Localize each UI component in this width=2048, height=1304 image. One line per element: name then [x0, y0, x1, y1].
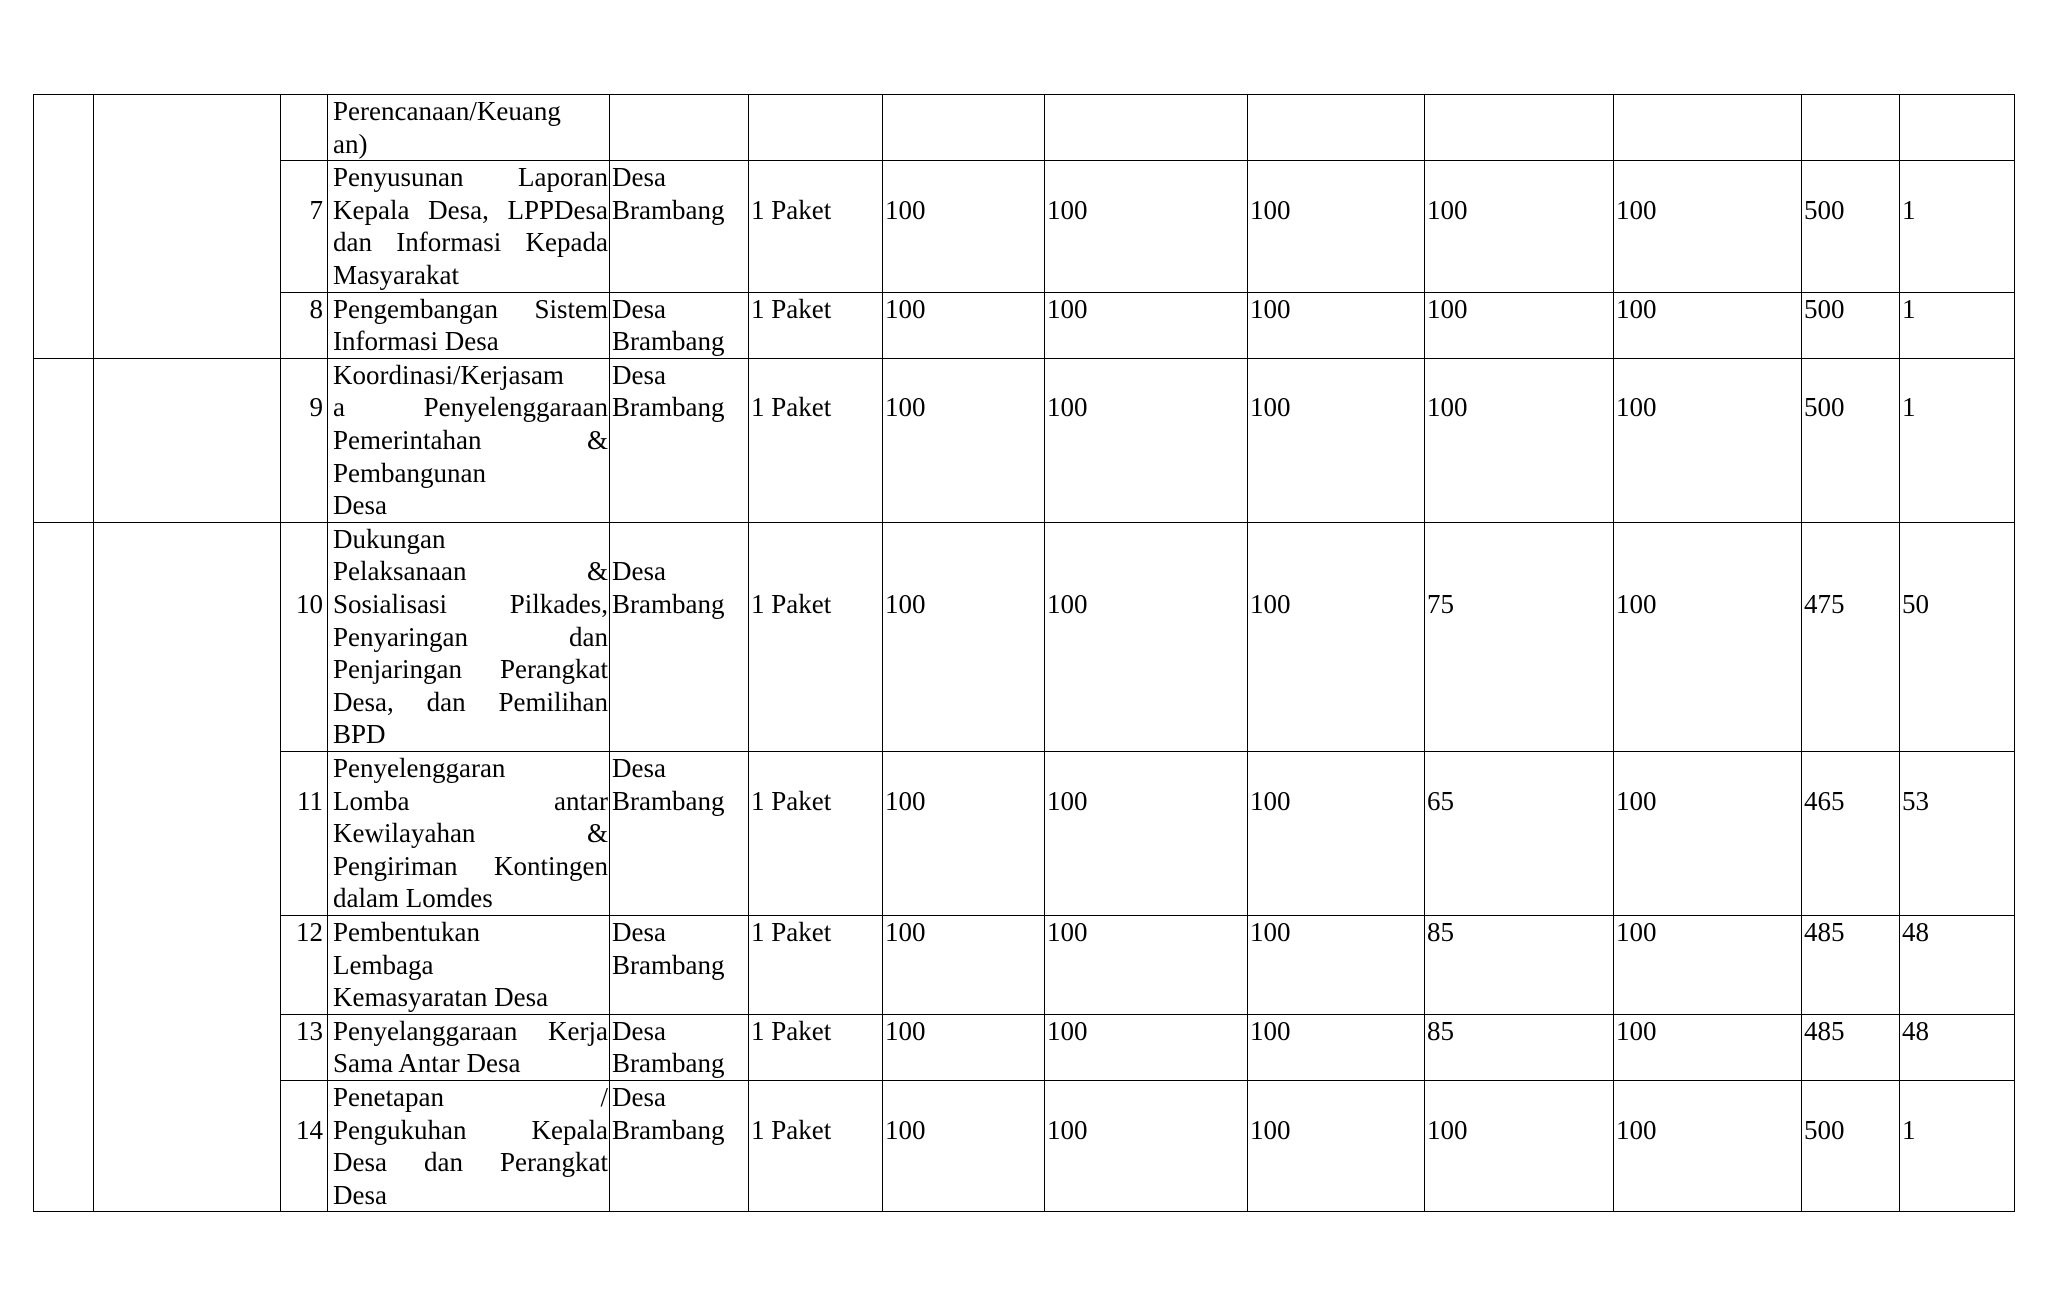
- value-cell: [1248, 358, 1425, 522]
- volume-value: 1 Paket: [751, 1015, 832, 1046]
- location-cell: [610, 1014, 749, 1080]
- value-5: 100: [1616, 588, 1657, 619]
- activity-line: a Penyelenggaraan: [333, 392, 608, 423]
- value-5: 100: [1616, 194, 1657, 225]
- location-line: Desa: [612, 752, 666, 783]
- value-cell: [1614, 161, 1802, 292]
- value-cell: [883, 522, 1045, 751]
- location-line: Desa: [612, 359, 666, 390]
- value-cell: [1045, 915, 1248, 1014]
- location-line: Desa: [612, 556, 666, 587]
- value-cell: [1425, 292, 1614, 358]
- row-number-cell: [281, 95, 328, 161]
- activity-line: Pelaksanaan &: [333, 556, 608, 587]
- row-number: 12: [296, 916, 323, 947]
- activity-line: dalam Lomdes: [333, 883, 493, 914]
- value-4: 100: [1427, 392, 1468, 423]
- location-line: Brambang: [612, 326, 725, 357]
- value-cell: [1425, 161, 1614, 292]
- volume-value: 1 Paket: [751, 785, 832, 816]
- value-cell: [1248, 751, 1425, 915]
- activity-line: Pengukuhan Kepala: [333, 1114, 608, 1145]
- table-row: [34, 1080, 2015, 1211]
- value-cell: [1802, 161, 1900, 292]
- table-row: [34, 161, 2015, 292]
- location-cell: [610, 161, 749, 292]
- value-1: 100: [885, 1015, 926, 1046]
- value-3: 100: [1250, 785, 1291, 816]
- value-cell: [1425, 358, 1614, 522]
- location-line: Desa: [612, 162, 666, 193]
- table-row: [34, 292, 2015, 358]
- row-number: 9: [309, 392, 323, 423]
- value-2: 100: [1047, 588, 1088, 619]
- table-body: [34, 95, 2015, 1212]
- location-line: Desa: [612, 916, 666, 947]
- value-6: 485: [1804, 916, 1845, 947]
- volume-value: 1 Paket: [751, 293, 832, 324]
- activity-line: Pengiriman Kontingen: [333, 850, 608, 881]
- row-number: 8: [309, 293, 323, 324]
- table-row: [34, 522, 2015, 751]
- table-row: [34, 915, 2015, 1014]
- activity-line: Desa: [333, 1179, 387, 1210]
- activity-line: Informasi Desa: [333, 326, 499, 357]
- value-cell: [1614, 751, 1802, 915]
- location-line: Brambang: [612, 588, 725, 619]
- location-text: [612, 161, 748, 226]
- value-6: 475: [1804, 588, 1845, 619]
- activity-line: Pembangunan: [333, 457, 486, 488]
- activity-line: Penyusunan Laporan: [333, 162, 608, 193]
- value-cell: [883, 95, 1045, 161]
- activity-line: Dukungan: [333, 523, 446, 554]
- location-cell: [610, 1080, 749, 1211]
- location-line: Brambang: [612, 785, 725, 816]
- activity-line: Kewilayahan &: [333, 818, 608, 849]
- group-cell-b: [94, 358, 281, 522]
- row-number-cell: [281, 1014, 328, 1080]
- location-line: Desa: [612, 1015, 666, 1046]
- value-cell: [1248, 1014, 1425, 1080]
- group-cell-b: [94, 522, 281, 1212]
- location-text: [612, 752, 748, 817]
- location-text: [612, 1081, 748, 1146]
- value-cell: [1425, 522, 1614, 751]
- location-cell: [610, 292, 749, 358]
- activity-line: Kemasyaratan Desa: [333, 982, 549, 1013]
- value-6: 500: [1804, 392, 1845, 423]
- value-cell: [1614, 1080, 1802, 1211]
- value-4: 65: [1427, 785, 1454, 816]
- volume-value: 1 Paket: [751, 392, 832, 423]
- value-2: 100: [1047, 916, 1088, 947]
- value-cell: [1802, 95, 1900, 161]
- value-7: 53: [1902, 785, 1929, 816]
- value-1: 100: [885, 392, 926, 423]
- value-3: 100: [1250, 916, 1291, 947]
- value-4: 100: [1427, 293, 1468, 324]
- location-line: Brambang: [612, 194, 725, 225]
- value-6: 465: [1804, 785, 1845, 816]
- group-cell-a: [34, 95, 94, 359]
- value-7: 1: [1902, 194, 1916, 225]
- location-text: [612, 523, 748, 621]
- value-2: 100: [1047, 1114, 1088, 1145]
- location-line: Desa: [612, 1081, 666, 1112]
- activity-line: Koordinasi/Kerjasam: [333, 359, 564, 390]
- activity-line: Masyarakat: [333, 259, 459, 290]
- volume-cell: [749, 1014, 883, 1080]
- value-7: 1: [1902, 293, 1916, 324]
- value-5: 100: [1616, 916, 1657, 947]
- value-cell: [1802, 751, 1900, 915]
- value-1: 100: [885, 194, 926, 225]
- value-2: 100: [1047, 293, 1088, 324]
- activity-line: Desa: [333, 490, 387, 521]
- activity-cell: [328, 292, 610, 358]
- value-1: 100: [885, 588, 926, 619]
- value-cell: [883, 915, 1045, 1014]
- value-3: 100: [1250, 1015, 1291, 1046]
- volume-cell: [749, 95, 883, 161]
- value-3: 100: [1250, 194, 1291, 225]
- volume-cell: [749, 1080, 883, 1211]
- activity-line: Lembaga: [333, 949, 434, 980]
- row-number-cell: [281, 915, 328, 1014]
- value-2: 100: [1047, 392, 1088, 423]
- value-4: 85: [1427, 916, 1454, 947]
- value-cell: [1802, 292, 1900, 358]
- value-cell: [883, 292, 1045, 358]
- location-line: Brambang: [612, 1114, 725, 1145]
- value-6: 500: [1804, 1114, 1845, 1145]
- location-text: [612, 1015, 748, 1080]
- row-number-cell: [281, 292, 328, 358]
- volume-value: 1 Paket: [751, 1114, 832, 1145]
- value-5: 100: [1616, 392, 1657, 423]
- value-5: 100: [1616, 1114, 1657, 1145]
- value-cell: [1900, 522, 2015, 751]
- volume-cell: [749, 751, 883, 915]
- activity-line: Pemerintahan &: [333, 424, 608, 455]
- volume-value: 1 Paket: [751, 194, 832, 225]
- value-7: 48: [1902, 916, 1929, 947]
- location-text: [612, 359, 748, 424]
- row-number-cell: [281, 358, 328, 522]
- value-4: 75: [1427, 588, 1454, 619]
- activity-line: Desa dan Perangkat: [333, 1147, 608, 1178]
- group-cell-a: [34, 522, 94, 1212]
- activity-cell: [328, 161, 610, 292]
- value-6: 485: [1804, 1015, 1845, 1046]
- value-2: 100: [1047, 1015, 1088, 1046]
- group-cell-b: [94, 95, 281, 359]
- activity-line: Lomba antar: [333, 785, 608, 816]
- value-cell: [1614, 1014, 1802, 1080]
- row-number-cell: [281, 522, 328, 751]
- volume-cell: [749, 292, 883, 358]
- value-cell: [1900, 292, 2015, 358]
- volume-cell: [749, 915, 883, 1014]
- value-cell: [1900, 161, 2015, 292]
- value-cell: [883, 161, 1045, 292]
- value-1: 100: [885, 916, 926, 947]
- value-cell: [1900, 1014, 2015, 1080]
- value-cell: [1045, 292, 1248, 358]
- value-2: 100: [1047, 785, 1088, 816]
- value-7: 1: [1902, 392, 1916, 423]
- value-cell: [1900, 915, 2015, 1014]
- activity-line: Kepala Desa, LPPDesa: [333, 194, 608, 225]
- value-cell: [1248, 1080, 1425, 1211]
- value-cell: [1248, 292, 1425, 358]
- volume-value: 1 Paket: [751, 588, 832, 619]
- value-3: 100: [1250, 588, 1291, 619]
- value-1: 100: [885, 293, 926, 324]
- value-3: 100: [1250, 293, 1291, 324]
- activity-line: Penyelanggaraan Kerja: [333, 1015, 608, 1046]
- location-cell: [610, 358, 749, 522]
- value-cell: [883, 1014, 1045, 1080]
- value-cell: [1045, 751, 1248, 915]
- row-number-cell: [281, 1080, 328, 1211]
- table-row: [34, 1014, 2015, 1080]
- location-cell: [610, 95, 749, 161]
- activity-line: an): [333, 128, 368, 159]
- volume-cell: [749, 161, 883, 292]
- value-cell: [1425, 915, 1614, 1014]
- value-cell: [1614, 915, 1802, 1014]
- row-number: 10: [296, 588, 323, 619]
- value-cell: [1248, 915, 1425, 1014]
- value-cell: [1802, 1014, 1900, 1080]
- value-5: 100: [1616, 1015, 1657, 1046]
- location-line: Brambang: [612, 1048, 725, 1079]
- volume-value: 1 Paket: [751, 916, 832, 947]
- value-cell: [1900, 358, 2015, 522]
- value-cell: [1425, 95, 1614, 161]
- value-cell: [1425, 1080, 1614, 1211]
- activity-line: Sosialisasi Pilkades,: [333, 588, 608, 619]
- value-3: 100: [1250, 392, 1291, 423]
- value-cell: [1045, 1080, 1248, 1211]
- value-7: 50: [1902, 588, 1929, 619]
- activity-line: BPD: [333, 719, 386, 750]
- row-number: 13: [296, 1015, 323, 1046]
- row-number-cell: [281, 751, 328, 915]
- activity-cell: [328, 915, 610, 1014]
- table-row: [34, 358, 2015, 522]
- value-cell: [883, 1080, 1045, 1211]
- value-cell: [1045, 358, 1248, 522]
- activity-line: Perencanaan/Keuang: [333, 96, 561, 126]
- volume-cell: [749, 358, 883, 522]
- value-cell: [1045, 522, 1248, 751]
- activity-line: Penyaringan dan: [333, 621, 608, 652]
- activity-line: Sama Antar Desa: [333, 1048, 521, 1079]
- value-cell: [1045, 161, 1248, 292]
- value-4: 100: [1427, 1114, 1468, 1145]
- activity-cell: [328, 1014, 610, 1080]
- value-4: 85: [1427, 1015, 1454, 1046]
- value-cell: [1802, 915, 1900, 1014]
- value-cell: [1614, 95, 1802, 161]
- row-number: 7: [309, 194, 323, 225]
- value-cell: [1045, 95, 1248, 161]
- activity-line: Penyelenggaran: [333, 752, 506, 783]
- row-number: 11: [297, 785, 323, 816]
- value-cell: [883, 751, 1045, 915]
- activity-cell: [328, 751, 610, 915]
- value-cell: [1802, 1080, 1900, 1211]
- activity-cell: [328, 1080, 610, 1211]
- location-cell: [610, 751, 749, 915]
- data-table: [33, 94, 2015, 1212]
- value-cell: [1248, 522, 1425, 751]
- location-text: [612, 916, 748, 981]
- location-line: Brambang: [612, 392, 725, 423]
- row-number: 14: [296, 1114, 323, 1145]
- value-cell: [1802, 522, 1900, 751]
- value-cell: [1614, 522, 1802, 751]
- table-row: [34, 751, 2015, 915]
- value-cell: [1425, 751, 1614, 915]
- location-line: Desa: [612, 293, 666, 324]
- value-cell: [1900, 751, 2015, 915]
- location-cell: [610, 522, 749, 751]
- volume-cell: [749, 522, 883, 751]
- value-5: 100: [1616, 785, 1657, 816]
- value-5: 100: [1616, 293, 1657, 324]
- value-cell: [1248, 161, 1425, 292]
- row-number-cell: [281, 161, 328, 292]
- value-cell: [1045, 1014, 1248, 1080]
- location-cell: [610, 915, 749, 1014]
- table-row: [34, 95, 2015, 161]
- value-3: 100: [1250, 1114, 1291, 1145]
- activity-cell: [328, 358, 610, 522]
- value-cell: [1614, 292, 1802, 358]
- activity-line: dan Informasi Kepada: [333, 227, 608, 258]
- value-2: 100: [1047, 194, 1088, 225]
- value-1: 100: [885, 785, 926, 816]
- value-4: 100: [1427, 194, 1468, 225]
- value-cell: [883, 358, 1045, 522]
- activity-line: Pengembangan Sistem: [333, 293, 608, 324]
- value-cell: [1900, 95, 2015, 161]
- value-7: 1: [1902, 1114, 1916, 1145]
- value-6: 500: [1804, 194, 1845, 225]
- activity-line: Pembentukan: [333, 916, 480, 947]
- activity-cell: [328, 95, 610, 161]
- value-cell: [1802, 358, 1900, 522]
- location-line: Brambang: [612, 949, 725, 980]
- value-cell: [1900, 1080, 2015, 1211]
- activity-line: Desa, dan Pemilihan: [333, 686, 608, 717]
- value-7: 48: [1902, 1015, 1929, 1046]
- activity-line: Penjaringan Perangkat: [333, 654, 608, 685]
- value-6: 500: [1804, 293, 1845, 324]
- activity-line: Penetapan /: [333, 1081, 608, 1112]
- value-cell: [1248, 95, 1425, 161]
- value-cell: [1425, 1014, 1614, 1080]
- value-1: 100: [885, 1114, 926, 1145]
- value-cell: [1614, 358, 1802, 522]
- activity-cell: [328, 522, 610, 751]
- location-text: [612, 293, 748, 358]
- group-cell-a: [34, 358, 94, 522]
